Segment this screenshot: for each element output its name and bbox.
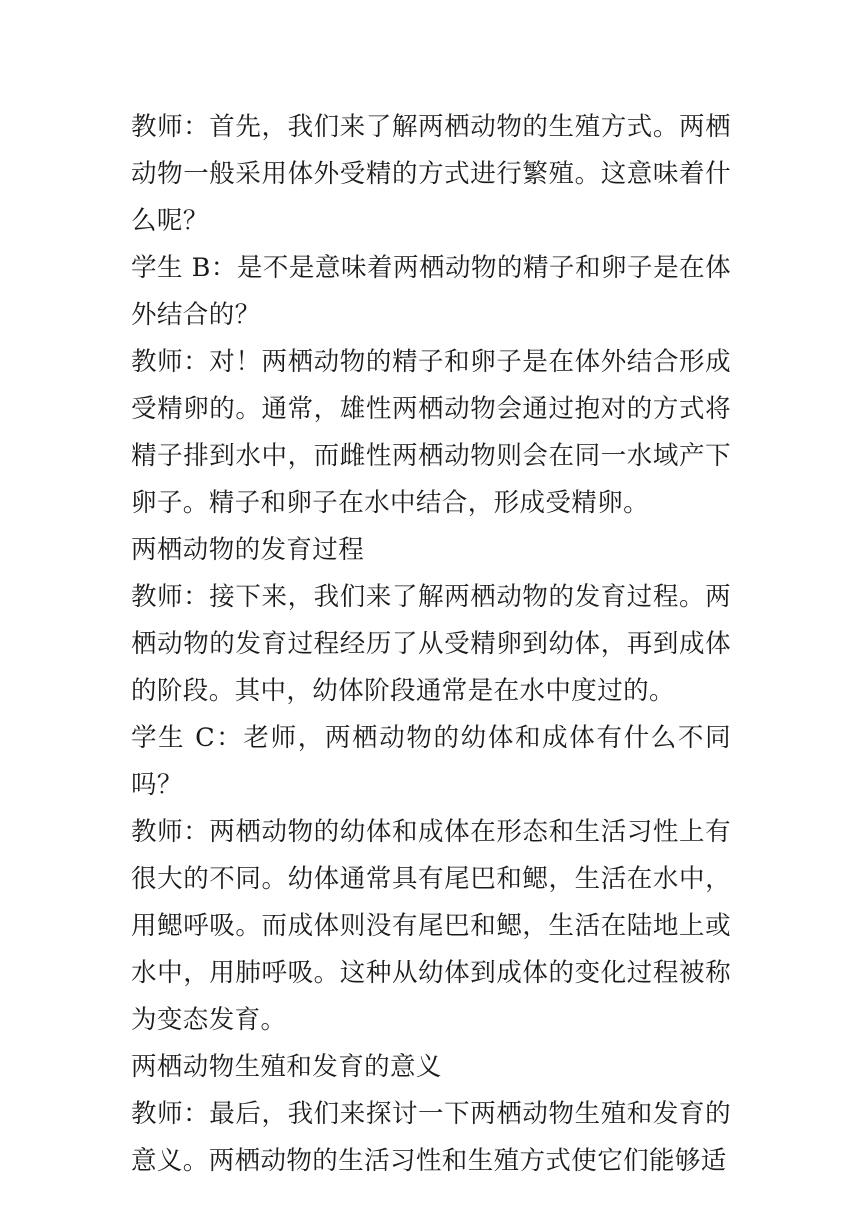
paragraph-teacher-significance: 教师：最后，我们来探讨一下两栖动物生殖和发育的意义。两栖动物的生活习性和生殖方式使它们能够适 <box>131 1099 731 1176</box>
paragraph-teacher-reproduction-intro: 教师：首先，我们来了解两栖动物的生殖方式。两栖动物一般采用体外受精的方式进行繁殖。这意味着什么呢？ <box>131 112 731 236</box>
paragraph-student-c-question: 学生 C：老师，两栖动物的幼体和成体有什么不同吗？ <box>131 723 731 800</box>
document-body <box>131 104 731 1185</box>
paragraph-student-b-question: 学生 B：是不是意味着两栖动物的精子和卵子是在体外结合的？ <box>131 253 731 330</box>
section-heading-significance: 两栖动物生殖和发育的意义 <box>131 1052 442 1082</box>
paragraph-teacher-fertilization: 教师：对！两栖动物的精子和卵子是在体外结合形成受精卵的。通常，雄性两栖动物会通过抱对的方式将精子排到水中，而雌性两栖动物则会在同一水域产下卵子。精子和卵子在水中结合，形成受精卵。 <box>131 347 731 518</box>
section-heading-development: 两栖动物的发育过程 <box>131 535 365 565</box>
paragraph-teacher-metamorphosis: 教师：两栖动物的幼体和成体在形态和生活习性上有很大的不同。幼体通常具有尾巴和鳃，生活在水中，用鳃呼吸。而成体则没有尾巴和鳃，生活在陆地上或水中，用肺呼吸。这种从幼体到成体的变化过程被称为变态发育。 <box>131 817 731 1035</box>
paragraph-teacher-development: 教师：接下来，我们来了解两栖动物的发育过程。两栖动物的发育过程经历了从受精卵到幼体，再到成体的阶段。其中，幼体阶段通常是在水中度过的。 <box>131 582 731 706</box>
